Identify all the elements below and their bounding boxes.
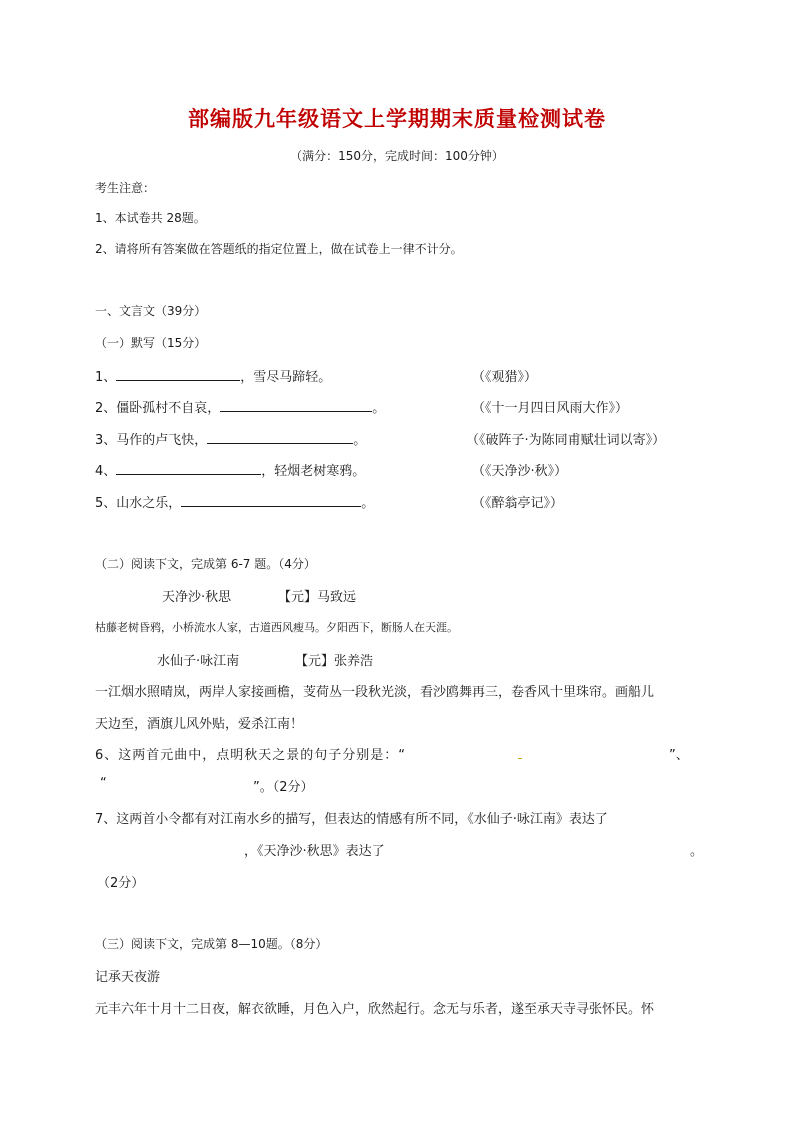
stray-mark bbox=[518, 758, 522, 759]
poem-title: 天净沙·秋思 bbox=[162, 590, 232, 605]
answer-blank[interactable] bbox=[207, 430, 353, 444]
question-7-mid: ，《天净沙·秋思》表达了 bbox=[244, 844, 385, 859]
answer-blank[interactable] bbox=[181, 493, 361, 507]
poem-author: 【元】张养浩 bbox=[295, 654, 374, 669]
question-7-score: （2分） bbox=[97, 876, 145, 891]
item-suffix: 。 bbox=[353, 433, 367, 448]
dictation-item-4 bbox=[95, 460, 365, 479]
item-prefix: 5、山水之乐， bbox=[95, 496, 182, 511]
source-label: （《天净沙·秋》） bbox=[472, 464, 568, 479]
notice-item: 2、请将所有答案做在答题纸的指定位置上，做在试卷上一律不计分。 bbox=[95, 242, 463, 256]
page-title: 部编版九年级语文上学期期末质量检测试卷 bbox=[188, 106, 606, 131]
poem-text: 一江烟水照晴岚，两岸人家接画檐，芰荷丛一段秋光淡，看沙鸥舞再三，卷香风十里珠帘。画船儿 bbox=[95, 685, 655, 700]
source-label: （《十一月四日风雨大作》） bbox=[472, 401, 629, 416]
item-suffix: 。 bbox=[361, 496, 375, 511]
dictation-item-1 bbox=[95, 366, 331, 385]
question-6-end: ”。（2分） bbox=[253, 780, 314, 795]
item-prefix: 4、 bbox=[95, 464, 117, 479]
part2-heading: （二）阅读下文，完成第 6-7 题。（4分） bbox=[95, 557, 316, 571]
poem-text: 枯藤老树昏鸦，小桥流水人家，古道西风瘦马。夕阳西下，断肠人在天涯。 bbox=[95, 621, 458, 634]
item-text: ，轻烟老树寒鸦。 bbox=[261, 464, 366, 479]
answer-blank[interactable] bbox=[220, 398, 372, 412]
poem-title: 水仙子·咏江南 bbox=[157, 654, 240, 669]
item-prefix: 1、 bbox=[95, 370, 117, 385]
poem-author: 【元】马致远 bbox=[278, 590, 357, 605]
question-6-open: “ bbox=[100, 776, 107, 791]
question-6: 6、这两首元曲中，点明秋天之景的句子分别是：“ bbox=[95, 748, 407, 763]
dictation-item-5 bbox=[95, 492, 374, 511]
item-prefix: 3、马作的卢飞快， bbox=[95, 433, 208, 448]
dictation-item-3 bbox=[95, 429, 366, 448]
source-label: （《观猎》） bbox=[472, 370, 538, 385]
notice-heading: 考生注意： bbox=[95, 181, 156, 195]
answer-blank[interactable] bbox=[116, 367, 240, 381]
notice-item: 1、本试卷共 28题。 bbox=[95, 211, 206, 225]
part3-heading: （三）阅读下文，完成第 8—10题。（8分） bbox=[95, 937, 328, 951]
question-6-close: ”、 bbox=[669, 748, 689, 763]
source-label: （《醉翁亭记》） bbox=[472, 496, 564, 511]
text-title: 记承天夜游 bbox=[95, 970, 161, 985]
item-text: ，雪尽马蹄轻。 bbox=[240, 370, 332, 385]
part1-heading: （一）默写（15分） bbox=[95, 336, 207, 350]
answer-blank[interactable] bbox=[116, 461, 261, 475]
section-heading: 一、文言文（39分） bbox=[95, 304, 207, 318]
poem-text: 天边至，酒旗儿风外贴，爱杀江南！ bbox=[95, 717, 304, 732]
source-label: （《破阵子·为陈同甫赋壮词以寄》） bbox=[466, 433, 666, 448]
question-7: 7、这两首小令都有对江南水乡的描写，但表达的情感有所不同，《水仙子·咏江南》表达了 bbox=[95, 812, 608, 827]
exam-info: （满分：150分，完成时间：100分钟） bbox=[290, 149, 504, 163]
text-line: 元丰六年十月十二日夜，解衣欲睡，月色入户，欣然起行。念无与乐者，遂至承天寺寻张怀民。怀 bbox=[95, 1002, 655, 1017]
dictation-item-2 bbox=[95, 397, 385, 416]
item-prefix: 2、僵卧孤村不自哀， bbox=[95, 401, 221, 416]
question-7-end: 。 bbox=[690, 844, 704, 859]
item-suffix: 。 bbox=[372, 401, 386, 416]
